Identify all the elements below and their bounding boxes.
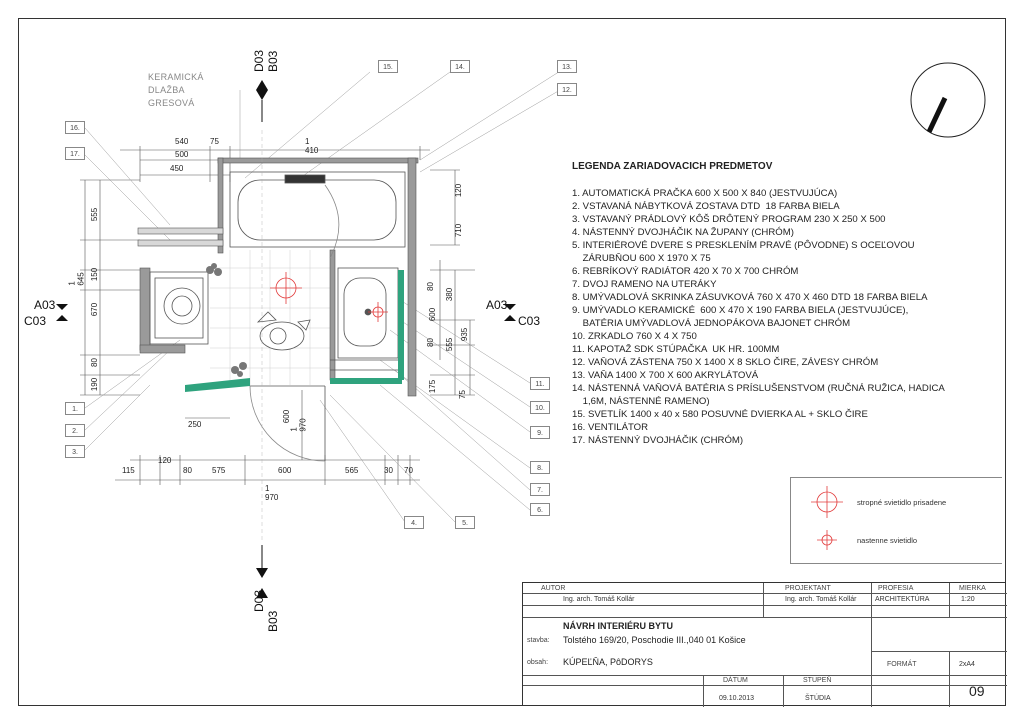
legend-item: 6. REBRÍKOVÝ RADIÁTOR 420 X 70 X 700 CHRÓM <box>572 266 799 277</box>
callout-tag: 10. <box>530 401 550 414</box>
dim-text: 935 <box>460 327 470 342</box>
material-note-line: KERAMICKÁ <box>148 72 204 82</box>
legend-item: 2. VSTAVANÁ NÁBYTKOVÁ ZOSTAVA DTD 18 FARBA BIELA <box>572 201 840 212</box>
wall-light-icon <box>817 530 837 550</box>
author-label: AUTOR <box>541 585 566 592</box>
callout-tag: 8. <box>530 461 550 474</box>
north-arrow-icon <box>911 63 985 137</box>
dim-text: 80 <box>425 282 435 291</box>
sink-cabinet <box>330 268 398 370</box>
section-label: C03 <box>24 314 47 328</box>
building-label: stavba: <box>527 637 550 644</box>
callout-tag: 16. <box>65 121 85 134</box>
dim-text: 565 <box>345 466 359 475</box>
material-note-line: GRESOVÁ <box>148 98 195 108</box>
legend-item: 15. SVETLÍK 1400 x 40 x 580 POSUVNÉ DVIERKA AL + SKLO ČIRE <box>572 409 868 420</box>
author: Ing. arch. Tomáš Kollár <box>563 596 635 603</box>
profession: ARCHITEKTÚRA <box>875 596 930 603</box>
section-label: A03 <box>34 298 56 312</box>
person-figure-icon <box>258 312 310 350</box>
legend-item: 7. DVOJ RAMENO NA UTERÁKY <box>572 279 717 290</box>
dim-text: 500 <box>175 150 189 159</box>
callout-tag: 13. <box>557 60 577 73</box>
stage: ŠTÚDIA <box>805 695 831 702</box>
section-label: B03 <box>266 50 280 72</box>
dim-text: 1 645 <box>67 272 86 286</box>
callout-tag: 5. <box>455 516 475 529</box>
dim-text: 450 <box>170 164 184 173</box>
format-label: FORMÁT <box>887 661 917 668</box>
stage-label: STUPEŇ <box>803 677 832 684</box>
building: Tolstého 169/20, Poschodie III.,040 01 Košice <box>563 635 746 645</box>
dim-text: 80 <box>425 338 435 347</box>
legend-item: 1. AUTOMATICKÁ PRAČKA 600 X 500 X 840 (JESTVUJÚCA) <box>572 188 838 199</box>
callout-tag: 17. <box>65 147 85 160</box>
bathtub <box>230 172 405 258</box>
wall-light-label: nastenne svietidlo <box>857 536 918 545</box>
material-note-line: DLAŽBA <box>148 85 185 95</box>
dim-text: 120 <box>158 456 172 465</box>
dim-text: 1 970 <box>265 484 279 502</box>
sheet-number: 09 <box>969 683 985 699</box>
fixtures-legend <box>572 160 992 447</box>
wall-light-icon <box>368 302 388 322</box>
project-title: NÁVRH INTERIÉRU BYTU <box>563 621 674 631</box>
callout-tag: 6. <box>530 503 550 516</box>
section-label: D03 <box>252 589 266 612</box>
dim-text: 1 970 <box>289 418 308 432</box>
lights-legend-symbols <box>791 478 851 565</box>
legend-item: 10. ZRKADLO 760 X 4 X 750 <box>572 331 697 342</box>
washing-machine <box>150 272 208 344</box>
dim-text: 575 <box>212 466 226 475</box>
legend-item: 9. UMÝVADLO KERAMICKÉ 600 X 470 X 190 FARBA BIELA (JESTVUJÚCE), BATÉRIA UMÝVADLOVÁ JEDNOPÁKOVA BAJONET CHRÓM <box>572 305 909 329</box>
legend-item: 3. VSTAVANÝ PRÁDLOVÝ KÔŠ DRÔTENÝ PROGRAM 230 X 250 X 500 <box>572 214 886 225</box>
dim-text: 555 <box>90 207 100 222</box>
dim-text: 80 <box>183 466 192 475</box>
callout-tag: 14. <box>450 60 470 73</box>
dim-text: 75 <box>210 137 219 146</box>
section-label: C03 <box>518 314 541 328</box>
material-note <box>148 71 204 110</box>
designer-label: PROJEKTANT <box>785 585 831 592</box>
legend-item: 16. VENTILÁTOR <box>572 422 649 433</box>
legend-item: 13. VAŇA 1400 X 700 X 600 AKRYLÁTOVÁ <box>572 370 759 381</box>
callout-tag: 7. <box>530 483 550 496</box>
legend-item: 11. KAPOTAŽ SDK STÚPAČKA UK HR. 100MM <box>572 344 780 355</box>
legend-item: 4. NÁSTENNÝ DVOJHÁČIK NA ŽUPANY (CHRÓM) <box>572 227 794 238</box>
callout-tag: 11. <box>530 377 550 390</box>
dim-text: 70 <box>404 466 413 475</box>
section-label: B03 <box>266 610 280 632</box>
title-block <box>522 582 1006 706</box>
ceiling-light-icon <box>270 272 302 304</box>
callout-tag: 15. <box>378 60 398 73</box>
dim-text: 600 <box>282 409 292 424</box>
legend-item: 12. VAŇOVÁ ZÁSTENA 750 X 1400 X 8 SKLO ČIRE, ZÁVESY CHRÓM <box>572 357 879 368</box>
dim-text: 555 <box>445 337 455 352</box>
designer: Ing. arch. Tomáš Kollár <box>785 596 857 603</box>
section-label: D03 <box>252 49 266 72</box>
dim-text: 190 <box>90 377 100 392</box>
legend-title: LEGENDA ZARIADOVACICH PREDMETOV <box>572 161 773 172</box>
callout-tag: 4. <box>404 516 424 529</box>
callout-tag: 9. <box>530 426 550 439</box>
dim-text: 600 <box>278 466 292 475</box>
callout-tag: 12. <box>557 83 577 96</box>
format: 2xA4 <box>959 661 975 668</box>
section-label: A03 <box>486 298 508 312</box>
dim-text: 710 <box>454 223 464 238</box>
legend-item: 5. INTERIÉROVÉ DVERE S PRESKLENÍM PRAVÉ (PÔVODNE) S OCEĽOVOU ZÁRUBŇOU 600 X 1970 X 75 <box>572 240 915 264</box>
legend-item: 8. UMÝVADLOVÁ SKRINKA ZÁSUVKOVÁ 760 X 470 X 460 DTD 18 FARBA BIELA <box>572 292 928 303</box>
hooks <box>206 263 247 377</box>
dim-text: 670 <box>90 302 100 317</box>
dim-text: 250 <box>188 420 202 429</box>
dim-text: 600 <box>428 307 438 322</box>
content: KÚPEĽŇA, PôDORYS <box>563 657 653 667</box>
callout-tag: 2. <box>65 424 85 437</box>
dim-text: 30 <box>384 466 393 475</box>
dim-text: 115 <box>122 466 135 475</box>
dim-text: 1 410 <box>305 137 319 155</box>
callout-tag: 1. <box>65 402 85 415</box>
date: 09.10.2013 <box>719 695 755 702</box>
dim-text: 175 <box>428 379 438 394</box>
legend-item: 14. NÁSTENNÁ VAŇOVÁ BATÉRIA S PRÍSLUŠENSTVOM (RUČNÁ RUŽICA, HADICA 1,6M, NÁSTENNÉ RAMENO) <box>572 383 945 407</box>
profession-label: PROFESIA <box>878 585 914 592</box>
dim-text: 80 <box>89 358 99 367</box>
dim-text: 75 <box>457 390 467 399</box>
scale-label: MIERKA <box>959 585 986 592</box>
callout-tag: 3. <box>65 445 85 458</box>
date-label: DÁTUM <box>723 677 748 684</box>
legend-list <box>572 187 992 447</box>
dim-text: 380 <box>445 287 455 302</box>
dim-text: 150 <box>90 267 100 282</box>
content-label: obsah: <box>527 659 549 666</box>
dim-text: 120 <box>454 183 464 198</box>
scale: 1:20 <box>961 596 975 603</box>
dim-text: 540 <box>175 137 189 146</box>
ceiling-light-label: stropné svietidlo prisadene <box>857 498 947 507</box>
door <box>250 386 325 461</box>
legend-item: 17. NÁSTENNÝ DVOJHÁČIK (CHRÓM) <box>572 435 744 446</box>
ceiling-light-icon <box>811 486 843 518</box>
lights-legend <box>790 477 1002 564</box>
